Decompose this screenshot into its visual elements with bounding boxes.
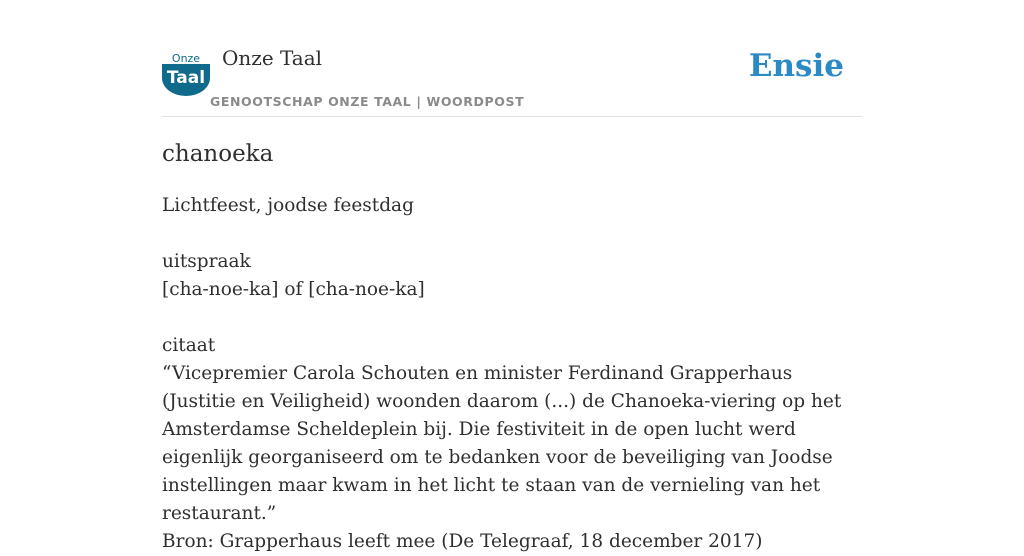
logo-text-top: Onze [171,52,201,65]
header [162,44,862,117]
quote-source: Bron: Grapperhaus leeft mee (De Telegraaf, 18 december 2017) [162,531,763,552]
site-name[interactable]: Onze Taal [222,46,323,70]
pronunciation-value: [cha-noe-ka] of [cha-noe-ka] [162,279,425,300]
spacer [162,304,862,332]
site-subtitle[interactable]: GENOOTSCHAP ONZE TAAL | WOORDPOST [210,94,525,109]
onze-taal-logo[interactable] [162,52,210,96]
pronunciation-label: uitspraak [162,251,251,272]
entry-definition: Lichtfeest, joodse feestdag [162,195,414,216]
entry-body [162,192,862,556]
entry-title: chanoeka [162,141,274,167]
logo-icon [162,52,210,96]
logo-text-bottom: Taal [166,68,206,88]
quote-label: citaat [162,335,216,356]
entry-content [162,138,862,556]
spacer [162,220,862,248]
ensie-brand-link[interactable]: Ensie [748,48,844,84]
quote-text: “Vicepremier Carola Schouten en minister Ferdinand Grapperhaus (Justitie en Veiligheid) woonden daarom (...) de Chanoeka-viering op het Amsterdamse Scheldeplein bij. Die festiviteit in de open lucht werd eigenlijk georganiseerd om te bedanken voor de beveiliging van Joodse instellingen maar kwam in het licht te staan van de vernieling van het restaurant.” [162,363,842,524]
